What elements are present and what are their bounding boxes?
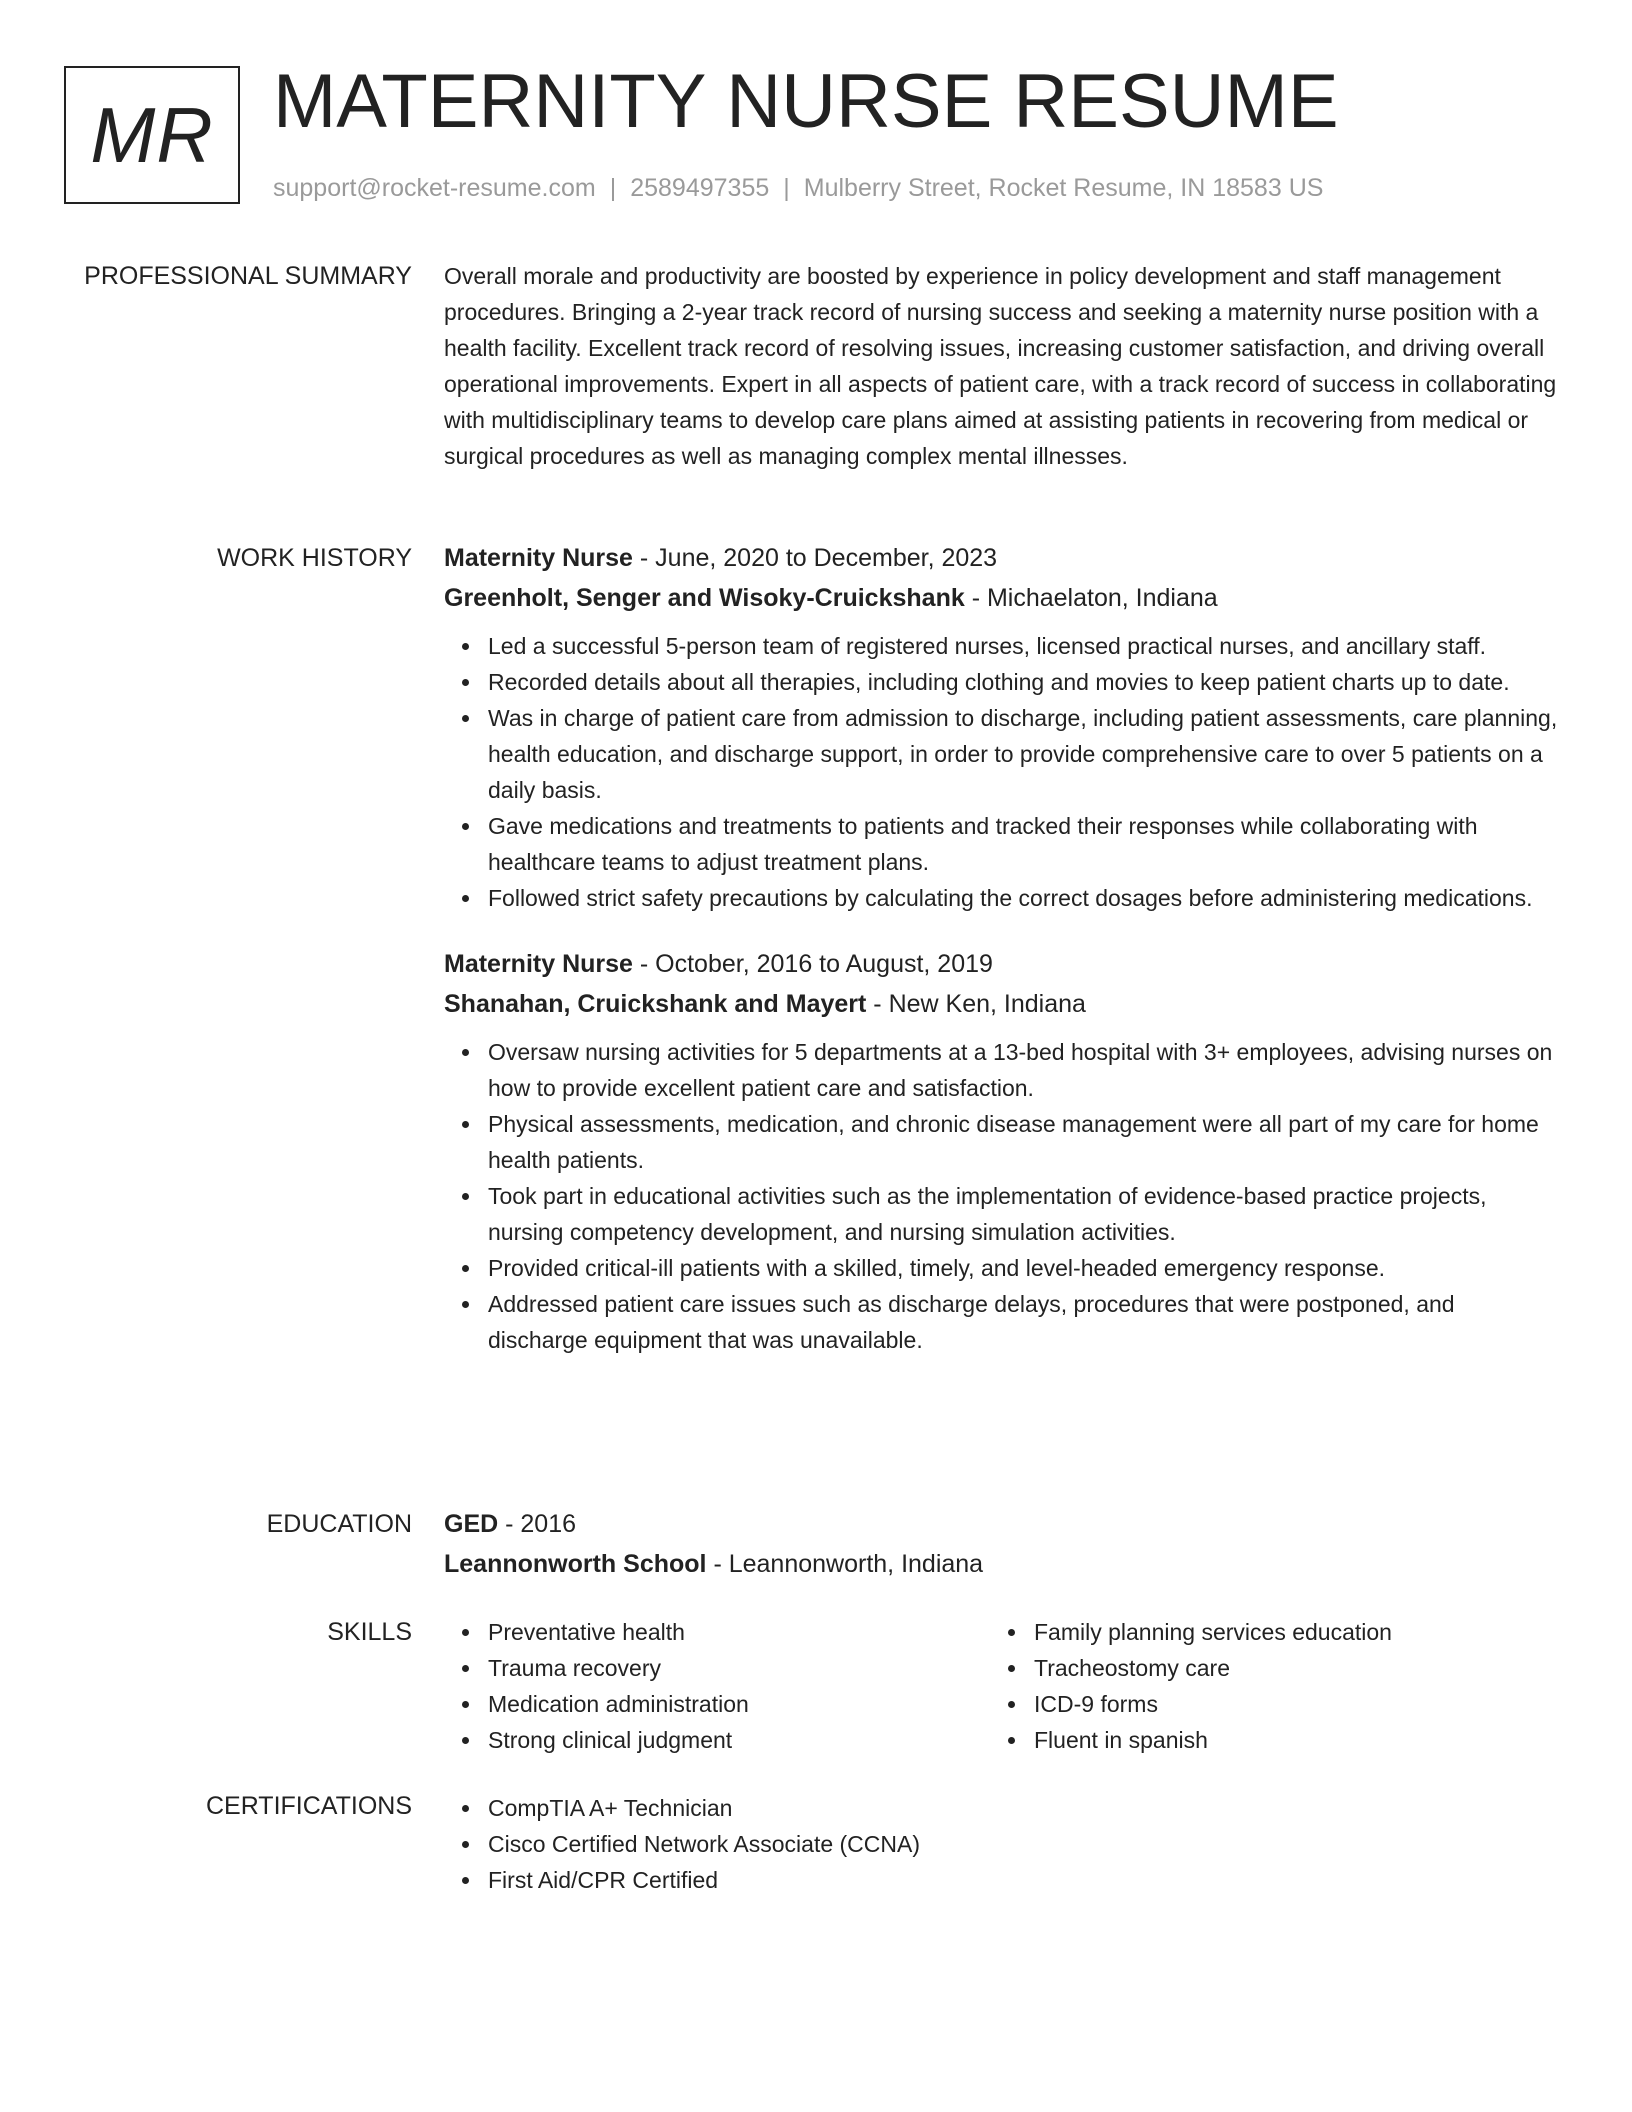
job-bullet: Led a successful 5-person team of registered nurses, licensed practical nurses, and ancillary staff.: [488, 628, 1559, 664]
education-school-line: [444, 1544, 1559, 1584]
education-school: Leannonworth School: [444, 1550, 707, 1578]
skills-column-left: [444, 1614, 990, 1758]
job-location: - Michaelaton, Indiana: [964, 584, 1218, 612]
contact-phone: 2589497355: [630, 174, 770, 202]
contact-address: Mulberry Street, Rocket Resume, IN 18583 US: [803, 174, 1324, 202]
job-bullet: Recorded details about all therapies, including clothing and movies to keep patient charts up to date.: [488, 664, 1559, 700]
education-body: [444, 1504, 1559, 1584]
certifications-body: [444, 1790, 1559, 1898]
skills-columns: [444, 1614, 1559, 1758]
job-dates: - June, 2020 to December, 2023: [632, 544, 998, 572]
job-entry: [444, 538, 1559, 916]
contact-email: support@rocket-resume.com: [273, 174, 596, 202]
section-label-skills: SKILLS: [327, 1618, 412, 1646]
job-bullet: Followed strict safety precautions by calculating the correct dosages before administering medications.: [488, 880, 1559, 916]
contact-separator: |: [609, 174, 617, 202]
job-company: Shanahan, Cruickshank and Mayert: [444, 990, 867, 1018]
summary-body: [444, 258, 1559, 474]
certification-item: First Aid/CPR Certified: [488, 1862, 1559, 1898]
skill-item: Preventative health: [488, 1614, 990, 1650]
summary-text: Overall morale and productivity are boosted by experience in policy development and staff management procedures. Bringing a 2-year track record of nursing success and seeking a maternity nurse position with a health facility. Excellent track record of resolving issues, increasing customer satisfaction, and driving overall operational improvements. Expert in all aspects of patient care, with a track record of success in collaborating with multidisciplinary teams to develop care plans aimed at assisting patients in recovering from medical or surgical procedures as well as managing complex mental illnesses.: [444, 263, 1557, 469]
section-label-work-history: WORK HISTORY: [217, 544, 412, 572]
skills-list-right: [990, 1614, 1536, 1758]
skill-item: Strong clinical judgment: [488, 1722, 990, 1758]
section-label-education: EDUCATION: [266, 1510, 412, 1538]
education-degree-line: [444, 1504, 1559, 1544]
job-bullets: [444, 628, 1559, 916]
job-bullets: [444, 1034, 1559, 1358]
certification-item: CompTIA A+ Technician: [488, 1790, 1559, 1826]
job-bullet: Addressed patient care issues such as discharge delays, procedures that were postponed, and discharge equipment that was unavailable.: [488, 1286, 1559, 1358]
job-entry: [444, 944, 1559, 1358]
skill-item: ICD-9 forms: [1034, 1686, 1536, 1722]
skill-item: Fluent in spanish: [1034, 1722, 1536, 1758]
job-bullet: Took part in educational activities such as the implementation of evidence-based practice projects, nursing competency development, and nursing simulation activities.: [488, 1178, 1559, 1250]
job-bullet: Oversaw nursing activities for 5 departments at a 13-bed hospital with 3+ employees, advising nurses on how to provide excellent patient care and satisfaction.: [488, 1034, 1559, 1106]
resume-title: MATERNITY NURSE RESUME: [273, 59, 1339, 144]
job-title-line: [444, 944, 1559, 984]
job-company: Greenholt, Senger and Wisoky-Cruickshank: [444, 584, 965, 612]
job-bullet: Gave medications and treatments to patients and tracked their responses while collaborating with healthcare teams to adjust treatment plans.: [488, 808, 1559, 880]
work-history-body: [444, 538, 1559, 1358]
certifications-list: [444, 1790, 1559, 1898]
job-title: Maternity Nurse: [444, 950, 633, 978]
job-dates: - October, 2016 to August, 2019: [632, 950, 993, 978]
job-title-line: [444, 538, 1559, 578]
job-company-line: [444, 984, 1559, 1024]
skills-column-right: [990, 1614, 1536, 1758]
job-location: - New Ken, Indiana: [866, 990, 1086, 1018]
skill-item: Medication administration: [488, 1686, 990, 1722]
job-bullet: Was in charge of patient care from admission to discharge, including patient assessments, care planning, health education, and discharge support, in order to provide comprehensive care to over 5 patients on a daily basis.: [488, 700, 1559, 808]
job-company-line: [444, 578, 1559, 618]
skill-item: Trauma recovery: [488, 1650, 990, 1686]
education-year: - 2016: [498, 1510, 577, 1538]
job-bullet: Physical assessments, medication, and chronic disease management were all part of my care for home health patients.: [488, 1106, 1559, 1178]
contact-separator: |: [783, 174, 790, 202]
skills-list-left: [444, 1614, 990, 1758]
skills-body: [444, 1614, 1559, 1758]
certification-item: Cisco Certified Network Associate (CCNA): [488, 1826, 1559, 1862]
education-location: - Leannonworth, Indiana: [706, 1550, 984, 1578]
monogram-text: MR: [90, 90, 214, 179]
skill-item: Tracheostomy care: [1034, 1650, 1536, 1686]
contact-line: [273, 174, 1323, 203]
monogram-logo: [64, 66, 240, 204]
section-label-certifications: CERTIFICATIONS: [205, 1792, 412, 1820]
education-degree: GED: [444, 1510, 499, 1538]
job-title: Maternity Nurse: [444, 544, 633, 572]
job-bullet: Provided critical-ill patients with a skilled, timely, and level-headed emergency response.: [488, 1250, 1559, 1286]
skill-item: Family planning services education: [1034, 1614, 1536, 1650]
section-label-summary: PROFESSIONAL SUMMARY: [84, 262, 412, 290]
